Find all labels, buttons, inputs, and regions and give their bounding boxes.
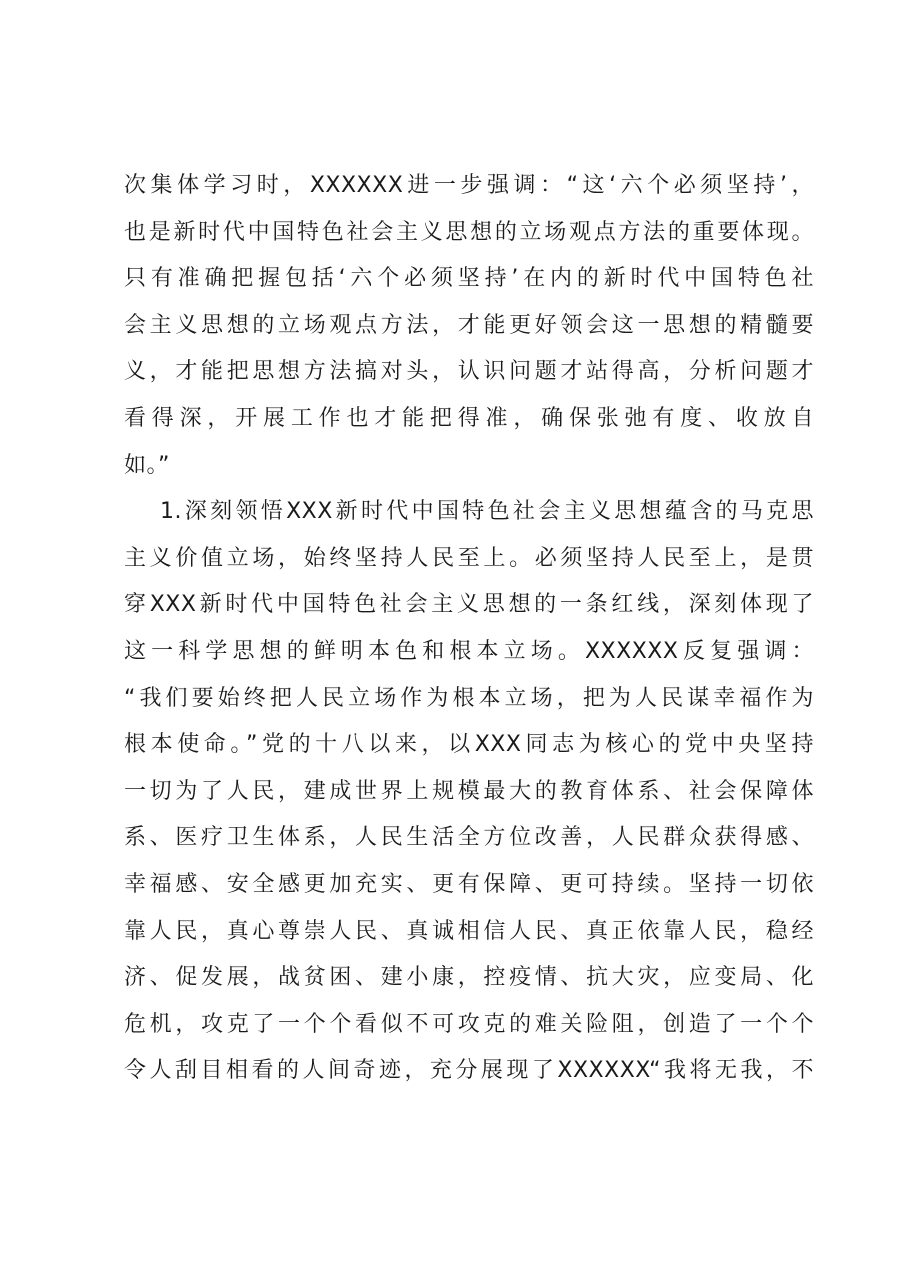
text-line: 看得深，开展工作也才能把得准，确保张弛有度、收放自 [124, 405, 814, 431]
text-line: 危机，攻克了一个个看似不可攻克的难关险阻，创造了一个个 [124, 1011, 814, 1037]
text-line: “我们要始终把人民立场作为根本立场，把为人民谋幸福作为 [124, 685, 814, 711]
text-line: 根本使命。”党的十八以来，以XXX同志为核心的党中央坚持 [124, 732, 814, 758]
text-line: 令人刮目相看的人间奇迹，充分展现了XXXXXX“我将无我，不 [124, 1058, 814, 1084]
text-line: 济、促发展，战贫困、建小康，控疫情、抗大灾，应变局、化 [124, 965, 814, 991]
text-line: 幸福感、安全感更加充实、更有保障、更可持续。坚持一切依 [124, 871, 814, 897]
text-line: 会主义思想的立场观点方法，才能更好领会这一思想的精髓要 [124, 312, 814, 338]
body-text [124, 163, 814, 1095]
text-line: 系、医疗卫生体系，人民生活全方位改善，人民群众获得感、 [124, 825, 814, 851]
text-line: 一切为了人民，建成世界上规模最大的教育体系、社会保障体 [124, 778, 814, 804]
text-line: 次集体学习时，XXXXXX进一步强调：“这‘六个必须坚持’， [124, 173, 814, 198]
text-line: 这一科学思想的鲜明本色和根本立场。XXXXXX反复强调： [124, 638, 814, 664]
text-line: 穿XXX新时代中国特色社会主义思想的一条红线，深刻体现了 [124, 592, 814, 618]
text-line: 如。” [124, 452, 170, 478]
text-line: 靠人民，真心尊崇人民、真诚相信人民、真正依靠人民，稳经 [124, 918, 814, 944]
section-heading-line: 1.深刻领悟XXX新时代中国特色社会主义思想蕴含的马克思 [160, 499, 814, 525]
text-line: 也是新时代中国特色社会主义思想的立场观点方法的重要体现。 [124, 219, 814, 245]
text-line: 主义价值立场，始终坚持人民至上。必须坚持人民至上，是贯 [124, 545, 814, 571]
text-line: 只有准确把握包括‘六个必须坚持’在内的新时代中国特色社 [124, 266, 814, 292]
text-line: 义，才能把思想方法搞对头，认识问题才站得高，分析问题才 [124, 359, 814, 385]
